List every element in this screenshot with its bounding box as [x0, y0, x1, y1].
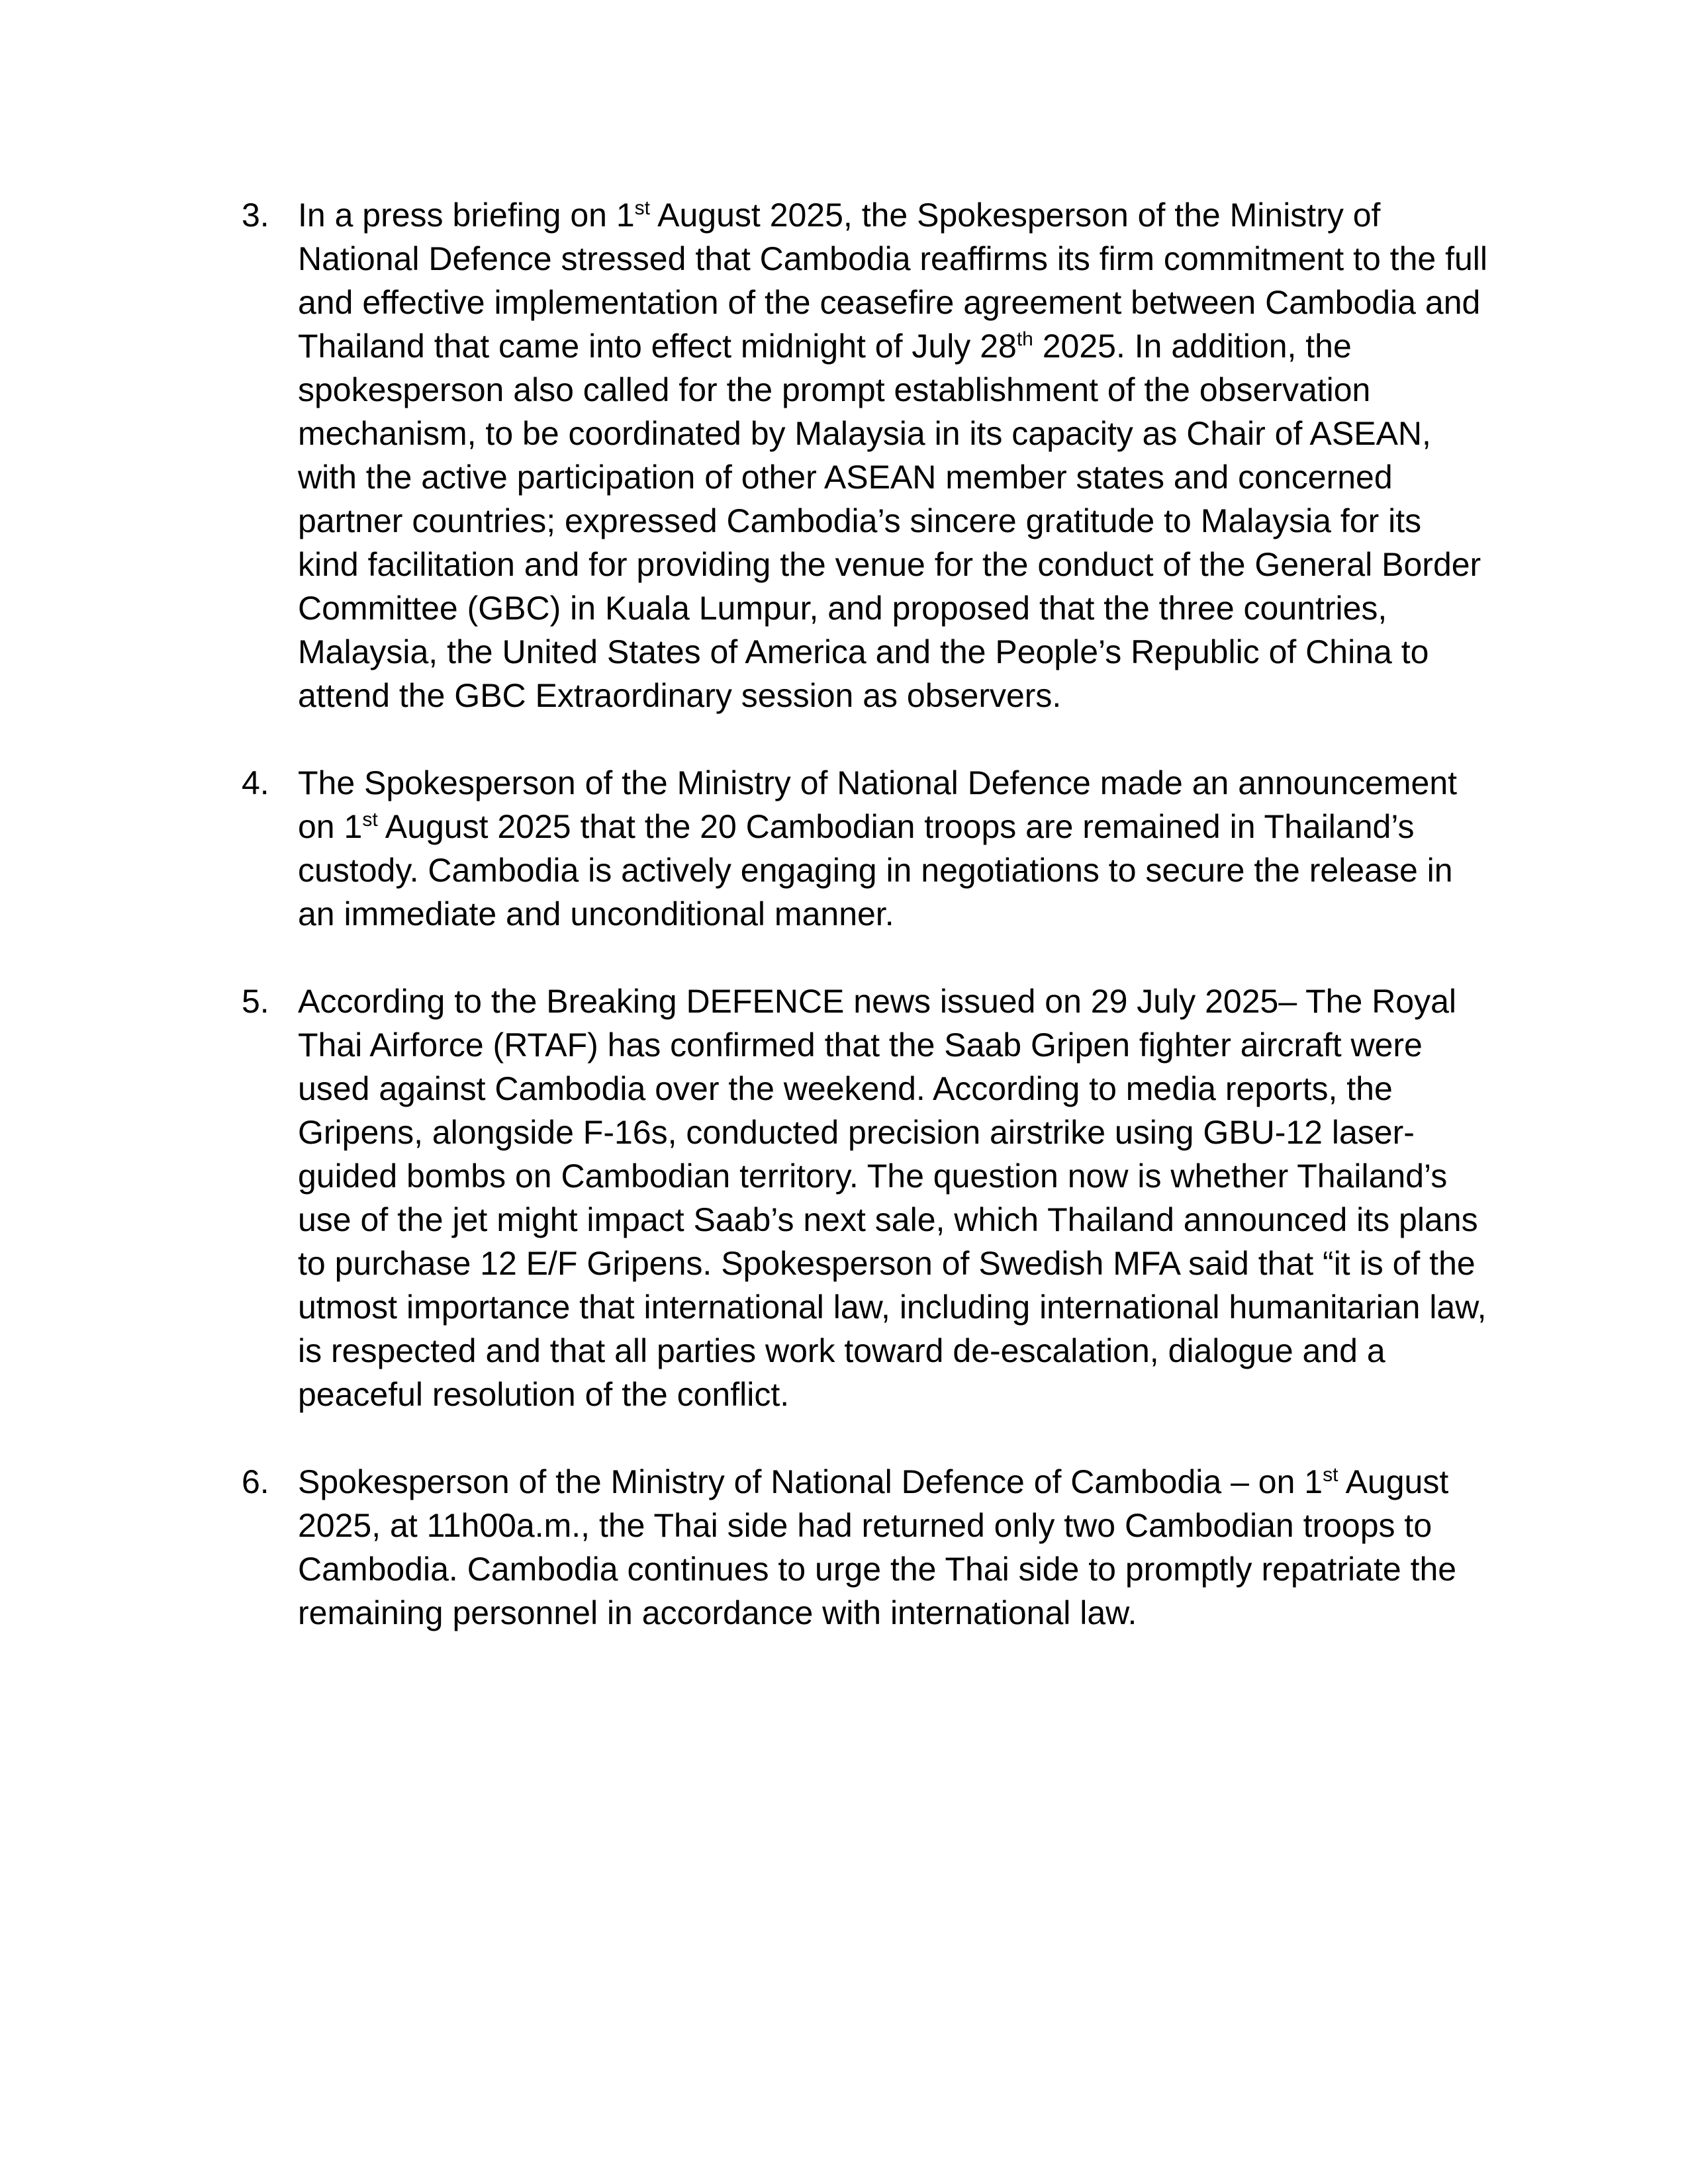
ordinal-superscript: st: [362, 809, 378, 831]
ordinal-superscript: st: [634, 197, 650, 219]
text-line: [298, 455, 1499, 499]
text-run: According to the Breaking DEFENCE news issued on 29 July 2025– The Royal: [298, 983, 1457, 1020]
text-line: [298, 761, 1499, 805]
list-item: [242, 979, 1499, 1416]
list-item-text: [298, 979, 1499, 1416]
text-run: partner countries; expressed Cambodia’s sincere gratitude to Malaysia for its: [298, 502, 1422, 539]
text-run: spokesperson also called for the prompt establishment of the observation: [298, 371, 1371, 408]
text-line: [298, 805, 1499, 848]
text-run: National Defence stressed that Cambodia reaffirms its firm commitment to the full: [298, 240, 1487, 277]
ordinal-superscript: th: [1016, 328, 1033, 350]
text-run: and effective implementation of the ceasefire agreement between Cambodia and: [298, 284, 1481, 321]
text-run: Spokesperson of the Ministry of National Defence of Cambodia – on 1: [298, 1463, 1323, 1500]
text-run: The Spokesperson of the Ministry of National Defence made an announcement: [298, 764, 1458, 801]
list-item-text: [298, 193, 1499, 717]
text-run: mechanism, to be coordinated by Malaysia in its capacity as Chair of ASEAN,: [298, 415, 1431, 452]
text-run: an immediate and unconditional manner.: [298, 895, 894, 933]
text-line: [298, 1504, 1499, 1547]
text-run: use of the jet might impact Saab’s next sale, which Thailand announced its plans: [298, 1201, 1478, 1238]
text-run: Gripens, alongside F-16s, conducted precision airstrike using GBU-12 laser-: [298, 1114, 1415, 1151]
text-line: [298, 1023, 1499, 1067]
text-run: Malaysia, the United States of America and the People’s Republic of China to: [298, 633, 1429, 670]
text-run: August 2025 that the 20 Cambodian troops are remained in Thailand’s: [377, 808, 1415, 845]
list-item-number: 5.: [242, 983, 269, 1020]
list-item-number: 3.: [242, 197, 269, 234]
text-line: [298, 892, 1499, 936]
text-run: utmost importance that international law, including international humanitarian law,: [298, 1289, 1487, 1326]
text-line: [298, 543, 1499, 586]
text-line: [298, 1154, 1499, 1198]
text-line: [298, 1591, 1499, 1635]
text-line: [298, 1067, 1499, 1111]
text-run: Cambodia. Cambodia continues to urge the Thai side to promptly repatriate the: [298, 1551, 1457, 1588]
text-line: [298, 586, 1499, 630]
text-run: Thai Airforce (RTAF) has confirmed that the Saab Gripen fighter aircraft were: [298, 1026, 1423, 1064]
text-line: [298, 630, 1499, 674]
text-run: Committee (GBC) in Kuala Lumpur, and proposed that the three countries,: [298, 590, 1387, 627]
list-item: [242, 193, 1499, 717]
text-line: [298, 368, 1499, 412]
list-item-text: [298, 1460, 1499, 1635]
text-run: to purchase 12 E/F Gripens. Spokesperson of Swedish MFA said that “it is of the: [298, 1245, 1476, 1282]
text-line: [298, 1111, 1499, 1154]
text-line: [298, 281, 1499, 324]
text-run: with the active participation of other ASEAN member states and concerned: [298, 459, 1393, 496]
text-run: used against Cambodia over the weekend. According to media reports, the: [298, 1070, 1393, 1107]
text-line: [298, 979, 1499, 1023]
text-line: [298, 674, 1499, 717]
text-run: Thailand that came into effect midnight of July 28: [298, 328, 1017, 365]
text-run: In a press briefing on 1: [298, 197, 635, 234]
text-run: on 1: [298, 808, 363, 845]
text-line: [298, 1373, 1499, 1416]
list-item-number: 4.: [242, 764, 269, 801]
text-line: [298, 1242, 1499, 1285]
text-run: August 2025, the Spokesperson of the Ministry of: [650, 197, 1381, 234]
text-line: [298, 193, 1499, 237]
text-line: [298, 1329, 1499, 1373]
list-item: [242, 1460, 1499, 1635]
text-run: 2025. In addition, the: [1033, 328, 1352, 365]
list-item-text: [298, 761, 1499, 936]
text-line: [298, 412, 1499, 455]
text-run: peaceful resolution of the conflict.: [298, 1376, 790, 1413]
numbered-list: [242, 193, 1499, 1678]
text-run: is respected and that all parties work toward de-escalation, dialogue and a: [298, 1332, 1385, 1369]
text-run: August: [1338, 1463, 1449, 1500]
text-run: remaining personnel in accordance with international law.: [298, 1594, 1137, 1631]
text-run: kind facilitation and for providing the venue for the conduct of the General Border: [298, 546, 1481, 583]
text-line: [298, 499, 1499, 543]
text-run: custody. Cambodia is actively engaging in negotiations to secure the release in: [298, 852, 1453, 889]
text-line: [298, 1198, 1499, 1242]
text-line: [298, 1285, 1499, 1329]
text-run: guided bombs on Cambodian territory. The question now is whether Thailand’s: [298, 1158, 1448, 1195]
text-line: [298, 324, 1499, 368]
text-run: 2025, at 11h00a.m., the Thai side had returned only two Cambodian troops to: [298, 1507, 1432, 1544]
ordinal-superscript: st: [1323, 1464, 1338, 1486]
text-line: [298, 1460, 1499, 1504]
text-line: [298, 237, 1499, 281]
list-item-number: 6.: [242, 1463, 269, 1500]
text-run: attend the GBC Extraordinary session as observers.: [298, 677, 1062, 714]
text-line: [298, 848, 1499, 892]
list-item: [242, 761, 1499, 936]
text-line: [298, 1547, 1499, 1591]
